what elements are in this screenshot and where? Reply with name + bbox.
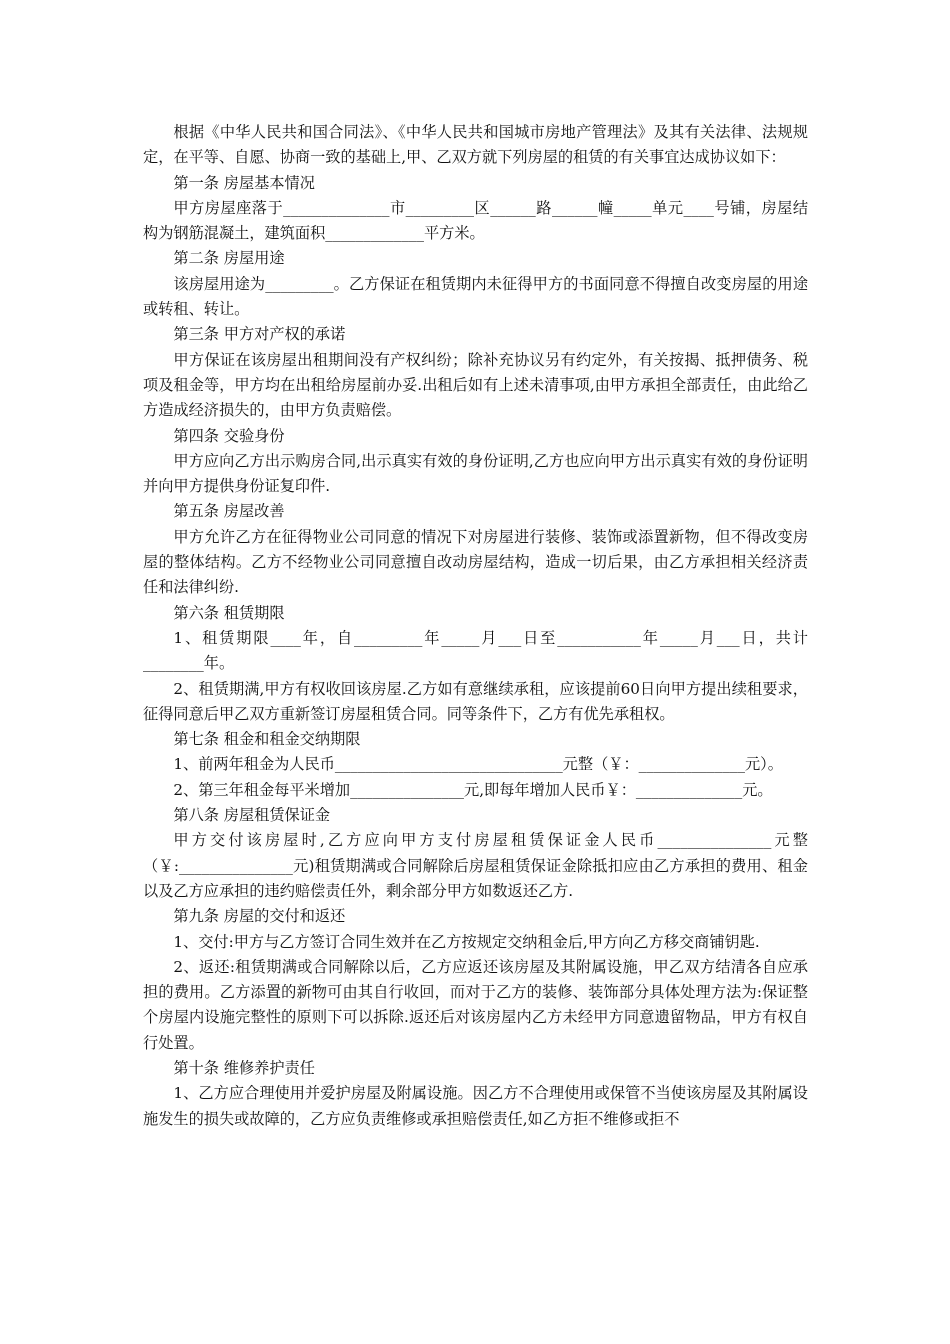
- contract-document: [143, 120, 808, 1132]
- article-10-heading: 第十条 维修养护责任: [173, 1058, 315, 1077]
- article-5-heading: 第五条 房屋改善: [173, 502, 285, 521]
- article-9-clause-1: 1、交付:甲方与乙方签订合同生效并在乙方按规定交纳租金后,甲方向乙方移交商铺钥匙.: [173, 932, 760, 951]
- article-3-body: 甲方保证在该房屋出租期间没有产权纠纷；除补充协议另有约定外，有关按揭、抵押债务、税项及租金等，甲方均在出租给房屋前办妥.出租后如有上述未清事项,由甲方承担全部责任，由此给乙方造成经济损失的，由甲方负责赔偿。: [143, 350, 808, 420]
- article-1-heading: 第一条 房屋基本情况: [173, 173, 315, 192]
- article-7-clause-2: 2、第三年租金每平米增加_______________元,即每年增加人民币￥：______________元。: [173, 780, 773, 799]
- article-7-clause-1: 1、前两年租金为人民币______________________________元整（￥：______________元）。: [173, 755, 783, 774]
- article-1-body: 甲方房屋座落于______________市_________区______路______幢_____单元____号铺，房屋结构为钢筋混凝土，建筑面积_____________平方米。: [143, 198, 808, 243]
- article-9-clause-2: 2、返还:租赁期满或合同解除以后，乙方应返还该房屋及其附属设施，甲乙双方结清各自应承担的费用。乙方添置的新物可由其自行收回，而对于乙方的装修、装饰部分具体处理方法为:保证整个房屋内设施完整性的原则下可以拆除.返还后对该房屋内乙方未经甲方同意遗留物品，甲方有权自行处置。: [143, 957, 808, 1052]
- preamble-paragraph: 根据《中华人民共和国合同法》、《中华人民共和国城市房地产管理法》及其有关法律、法规规定，在平等、自愿、协商一致的基础上,甲、乙双方就下列房屋的租赁的有关事宜达成协议如下：: [143, 123, 808, 167]
- article-2-body: 该房屋用途为_________。乙方保证在租赁期内未征得甲方的书面同意不得擅自改变房屋的用途或转租、转让。: [143, 274, 808, 319]
- article-7-heading: 第七条 租金和租金交纳期限: [173, 730, 361, 749]
- article-8-body: 甲方交付该房屋时,乙方应向甲方支付房屋租赁保证金人民币_______________元整（￥:_______________元)租赁期满或合同解除后房屋租赁保证金除抵扣应由乙方承担的费用、租金以及乙方应承担的违约赔偿责任外，剩余部分甲方如数返还乙方.: [143, 831, 808, 900]
- article-9-heading: 第九条 房屋的交付和返还: [173, 907, 346, 926]
- article-5-body: 甲方允许乙方在征得物业公司同意的情况下对房屋进行装修、装饰或添置新物，但不得改变房屋的整体结构。乙方不经物业公司同意擅自改动房屋结构，造成一切后果，由乙方承担相关经济责任和法律纠纷.: [143, 527, 808, 597]
- article-8-heading: 第八条 房屋租赁保证金: [173, 806, 331, 825]
- article-6-heading: 第六条 租赁期限: [173, 603, 285, 622]
- article-4-body: 甲方应向乙方出示购房合同,出示真实有效的身份证明,乙方也应向甲方出示真实有效的身份证明并向甲方提供身份证复印件.: [143, 451, 808, 496]
- article-4-heading: 第四条 交验身份: [173, 426, 285, 445]
- article-10-clause-1: 1、乙方应合理使用并爱护房屋及附属设施。因乙方不合理使用或保管不当使该房屋及其附属设施发生的损失或故障的，乙方应负责维修或承担赔偿责任,如乙方拒不维修或拒不: [143, 1084, 808, 1128]
- article-6-clause-1: 1、租赁期限____年，自_________年_____月___日至___________年_____月___日，共计________年。: [143, 628, 808, 673]
- article-2-heading: 第二条 房屋用途: [173, 249, 285, 268]
- article-3-heading: 第三条 甲方对产权的承诺: [173, 325, 346, 344]
- article-6-clause-2: 2、租赁期满,甲方有权收回该房屋.乙方如有意继续承租，应该提前60日向甲方提出续租要求，征得同意后甲乙双方重新签订房屋租赁合同。同等条件下，乙方有优先承租权。: [143, 679, 808, 723]
